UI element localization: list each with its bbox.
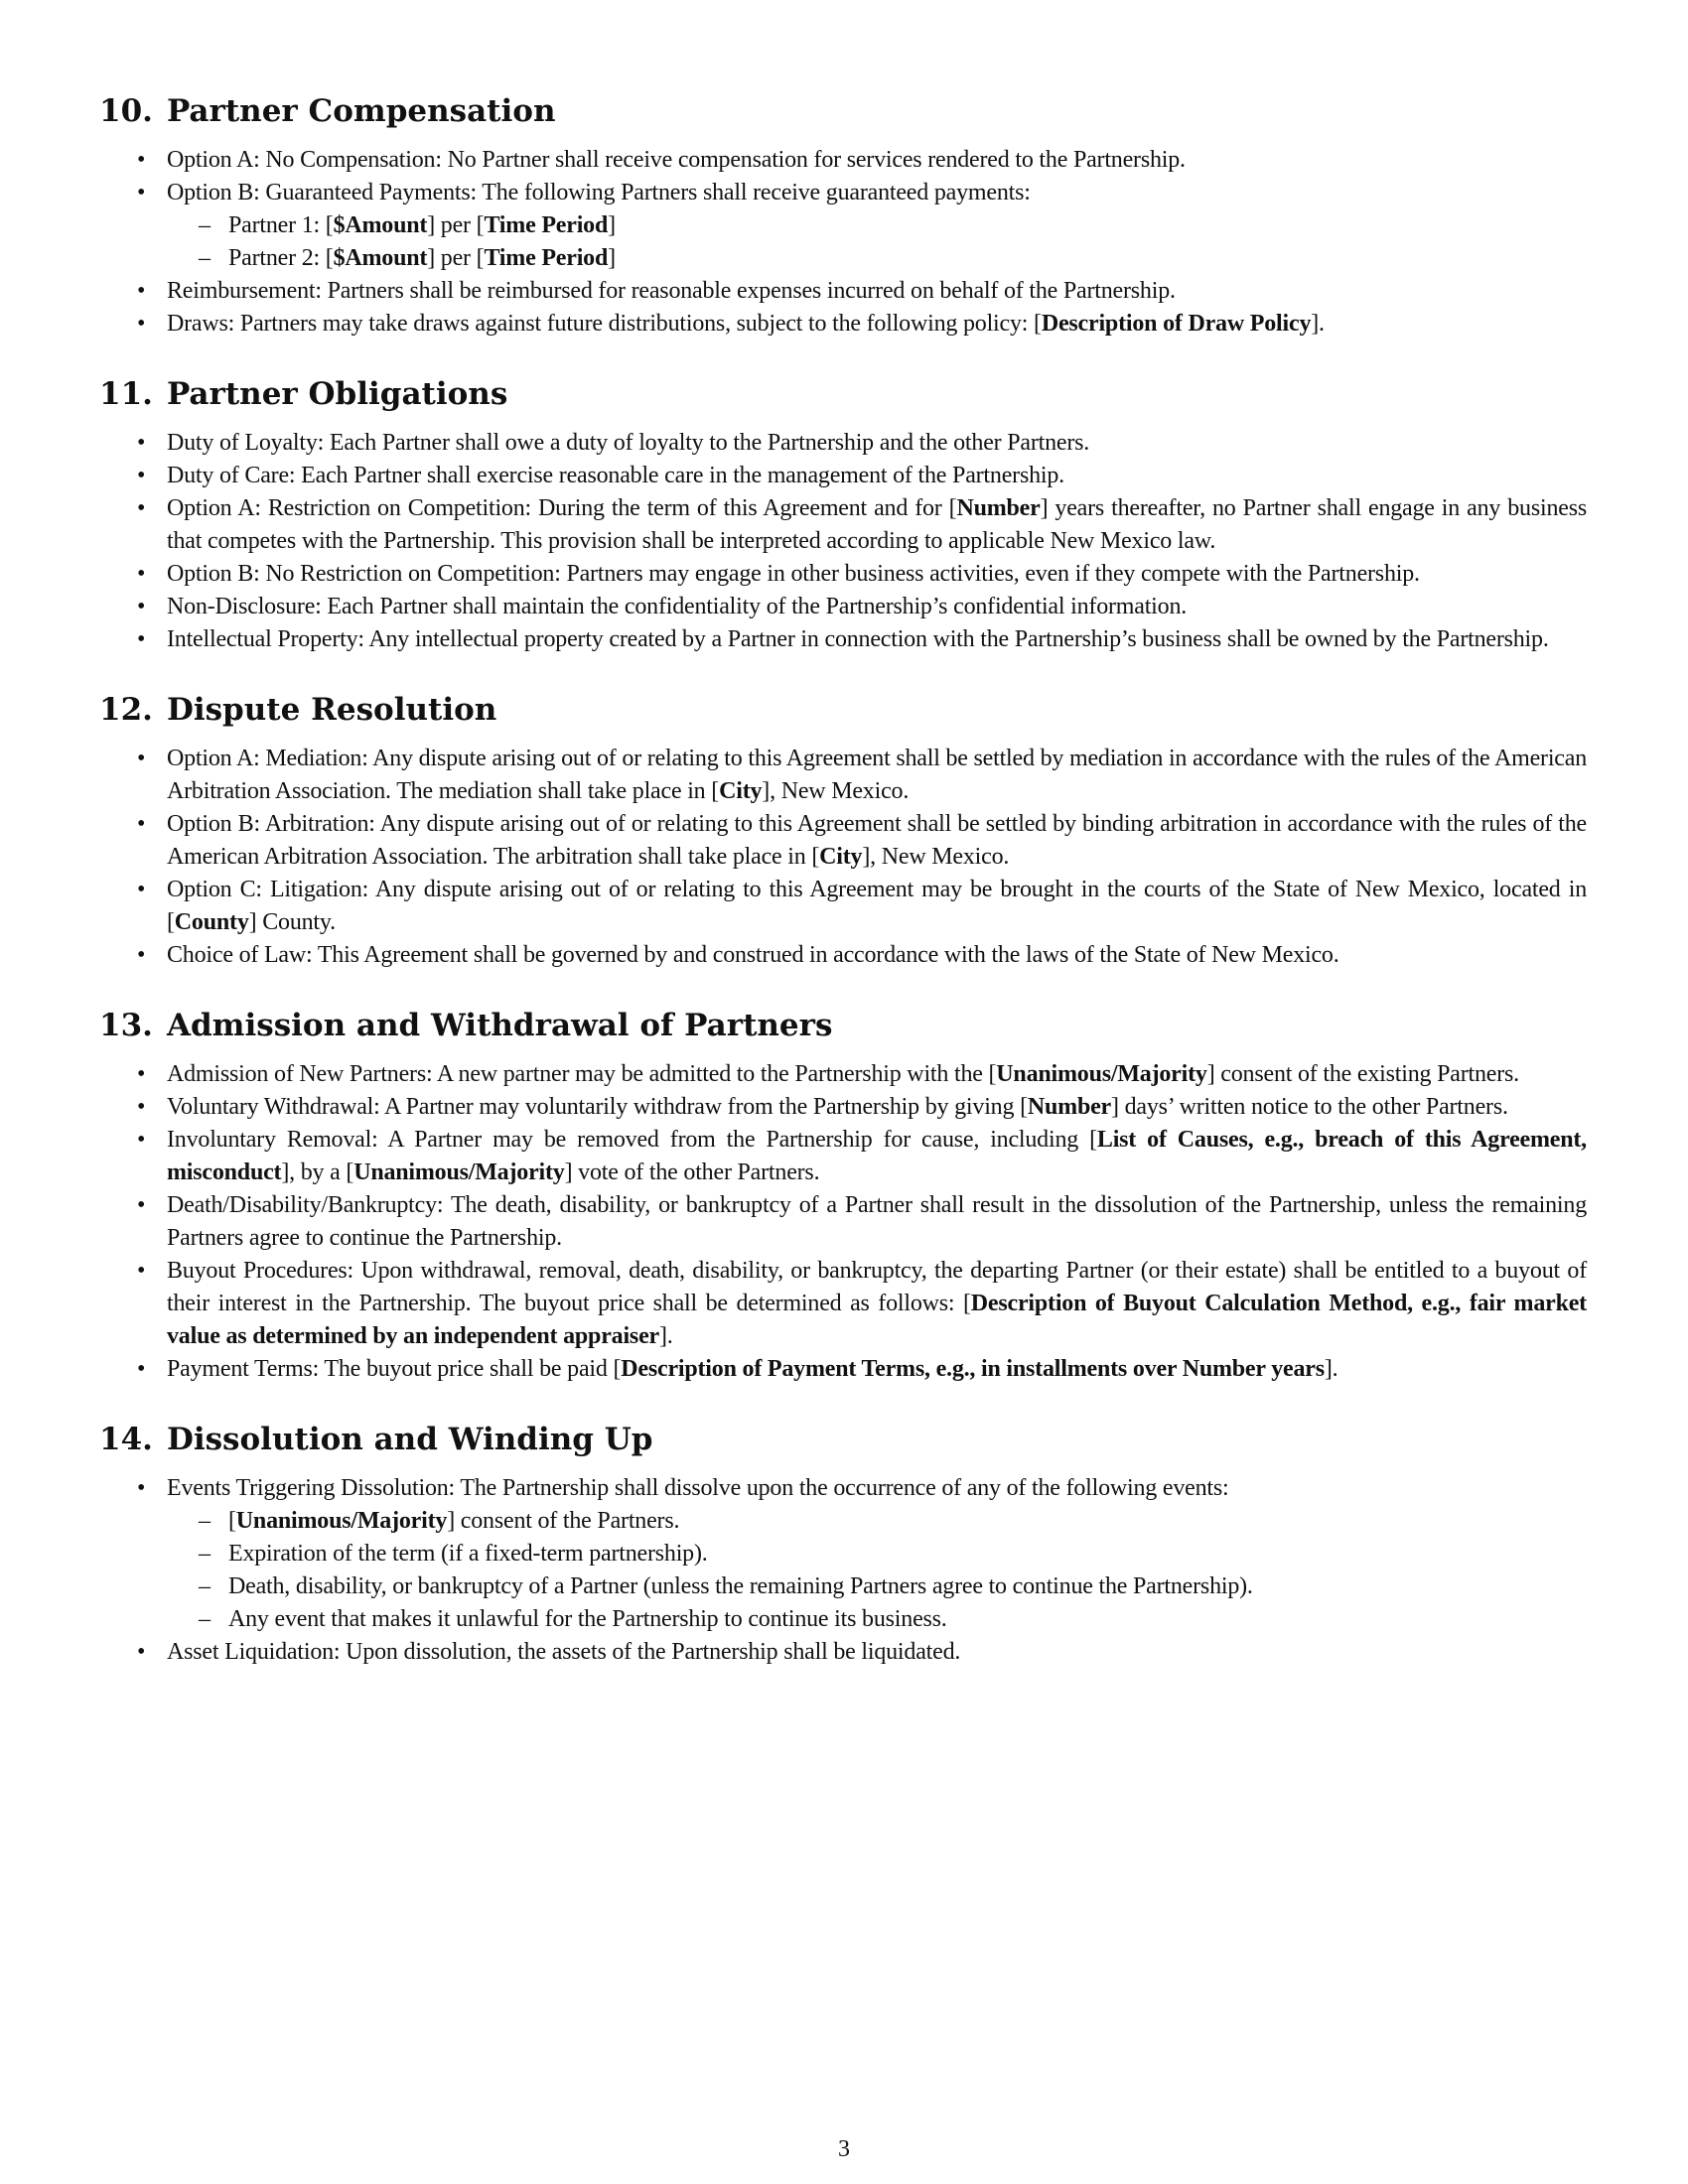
- sub-list: [167, 209, 1587, 275]
- list-item: • Non-Disclosure: Each Partner shall maintain the confidentiality of the Partnership’s confidential information.: [167, 591, 1587, 623]
- page-number: 3: [838, 2136, 850, 2162]
- sub-list-item: – Expiration of the term (if a fixed-term partnership).: [228, 1538, 1587, 1570]
- list-item: • Option B: Arbitration: Any dispute arising out of or relating to this Agreement shall be settled by binding arbitration in accordance with the rules of the American Arbitration Association. The arbitration shall take place in [City], New Mexico.: [167, 808, 1587, 874]
- section-heading: [99, 374, 1587, 414]
- list-item: • Option B: Guaranteed Payments: The following Partners shall receive guaranteed payments: – Partner 1: [$Amount] per [Time Period] – Partner 2: [$Amount] per [Time Period]: [167, 177, 1587, 275]
- bullet-list: [101, 743, 1587, 972]
- section-title: Dispute Resolution: [166, 692, 497, 728]
- sub-list-item: – Partner 2: [$Amount] per [Time Period]: [228, 242, 1587, 275]
- bullet-list: [101, 1058, 1587, 1386]
- list-item: • Option B: No Restriction on Competition: Partners may engage in other business activities, even if they compete with the Partnership.: [167, 558, 1587, 591]
- list-item: • Draws: Partners may take draws against future distributions, subject to the following policy: [Description of Draw Policy].: [167, 308, 1587, 341]
- bullet-list: [101, 144, 1587, 341]
- list-item: • Events Triggering Dissolution: The Partnership shall dissolve upon the occurrence of any of the following events: – [Unanimous/Majority] consent of the Partners. – Expiration of the term (if a fixed-term partnership). – Death, disability, or bankruptcy of a Partner (unless the remaining Partners agree to continue the Partnership). – Any event that makes it unlawful for the Partnership to continue its business.: [167, 1472, 1587, 1636]
- bullet-list: [101, 1472, 1587, 1669]
- section-number: 11.: [99, 376, 153, 412]
- bullet-list: [101, 427, 1587, 656]
- list-item: • Asset Liquidation: Upon dissolution, the assets of the Partnership shall be liquidated.: [167, 1636, 1587, 1669]
- section-number: 14.: [99, 1422, 153, 1457]
- sub-list: [167, 1505, 1587, 1636]
- list-item: • Option A: Mediation: Any dispute arising out of or relating to this Agreement shall be settled by mediation in accordance with the rules of the American Arbitration Association. The mediation shall take place in [City], New Mexico.: [167, 743, 1587, 808]
- list-item: • Option C: Litigation: Any dispute arising out of or relating to this Agreement may be brought in the courts of the State of New Mexico, located in [County] County.: [167, 874, 1587, 939]
- sub-list-item: – Death, disability, or bankruptcy of a Partner (unless the remaining Partners agree to continue the Partnership).: [228, 1570, 1587, 1603]
- sub-list-item: – Partner 1: [$Amount] per [Time Period]: [228, 209, 1587, 242]
- section-partner-compensation: [101, 91, 1587, 341]
- section-number: 12.: [99, 692, 153, 728]
- list-item: • Death/Disability/Bankruptcy: The death, disability, or bankruptcy of a Partner shall result in the dissolution of the Partnership, unless the remaining Partners agree to continue the Partnership.: [167, 1189, 1587, 1255]
- section-heading: [99, 690, 1587, 730]
- list-item: • Involuntary Removal: A Partner may be removed from the Partnership for cause, including [List of Causes, e.g., breach of this Agreement, misconduct], by a [Unanimous/Majority] vote of the other Partners.: [167, 1124, 1587, 1189]
- list-item: • Choice of Law: This Agreement shall be governed by and construed in accordance with the laws of the State of New Mexico.: [167, 939, 1587, 972]
- section-partner-obligations: [101, 374, 1587, 656]
- sub-list-item: – Any event that makes it unlawful for the Partnership to continue its business.: [228, 1603, 1587, 1636]
- list-item: • Intellectual Property: Any intellectual property created by a Partner in connection with the Partnership’s business shall be owned by the Partnership.: [167, 623, 1587, 656]
- list-item: • Payment Terms: The buyout price shall be paid [Description of Payment Terms, e.g., in installments over Number years].: [167, 1353, 1587, 1386]
- section-dispute-resolution: [101, 690, 1587, 972]
- list-item: • Voluntary Withdrawal: A Partner may voluntarily withdraw from the Partnership by giving [Number] days’ written notice to the other Partners.: [167, 1091, 1587, 1124]
- section-heading: [99, 1420, 1587, 1459]
- sub-list-item: – [Unanimous/Majority] consent of the Partners.: [228, 1505, 1587, 1538]
- section-title: Partner Obligations: [166, 376, 508, 412]
- list-item: • Reimbursement: Partners shall be reimbursed for reasonable expenses incurred on behalf of the Partnership.: [167, 275, 1587, 308]
- section-number: 10.: [99, 93, 153, 129]
- list-item: • Duty of Loyalty: Each Partner shall owe a duty of loyalty to the Partnership and the other Partners.: [167, 427, 1587, 460]
- section-admission-withdrawal: [101, 1006, 1587, 1386]
- section-title: Dissolution and Winding Up: [166, 1422, 653, 1457]
- section-number: 13.: [99, 1008, 153, 1043]
- section-title: Partner Compensation: [166, 93, 556, 129]
- list-item: • Buyout Procedures: Upon withdrawal, removal, death, disability, or bankruptcy, the departing Partner (or their estate) shall be entitled to a buyout of their interest in the Partnership. The buyout price shall be determined as follows: [Description of Buyout Calculation Method, e.g., fair market value as determined by an independent appraiser].: [167, 1255, 1587, 1353]
- list-item: • Option A: No Compensation: No Partner shall receive compensation for services rendered to the Partnership.: [167, 144, 1587, 177]
- list-item: • Duty of Care: Each Partner shall exercise reasonable care in the management of the Partnership.: [167, 460, 1587, 492]
- list-item: • Option A: Restriction on Competition: During the term of this Agreement and for [Number] years thereafter, no Partner shall engage in any business that competes with the Partnership. This provision shall be interpreted according to applicable New Mexico law.: [167, 492, 1587, 558]
- section-dissolution-winding-up: [101, 1420, 1587, 1669]
- list-item: • Admission of New Partners: A new partner may be admitted to the Partnership with the [Unanimous/Majority] consent of the existing Partners.: [167, 1058, 1587, 1091]
- section-heading: [99, 1006, 1587, 1045]
- section-heading: [99, 91, 1587, 131]
- section-title: Admission and Withdrawal of Partners: [166, 1008, 833, 1043]
